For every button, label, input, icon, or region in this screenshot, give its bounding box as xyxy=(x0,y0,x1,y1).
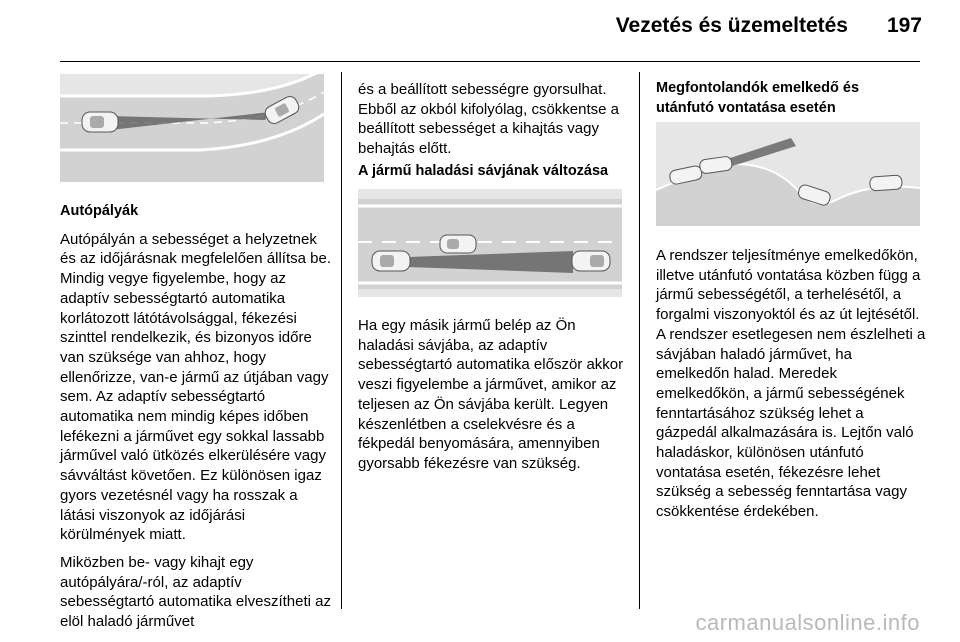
right-column-body xyxy=(656,246,928,530)
section-heading-hills-trailer: Megfontolandók emelkedő és utánfutó vontatása esetén xyxy=(656,80,860,116)
header-divider xyxy=(60,61,920,62)
watermark: carmanualsonline.info xyxy=(695,610,920,635)
column-divider-right xyxy=(639,72,640,609)
column-divider-left xyxy=(341,72,342,609)
hill-driving-illustration xyxy=(656,122,920,226)
middle-column-top-text xyxy=(358,80,630,167)
section-heading-lane-change: A jármű haladási sávjának változása xyxy=(358,163,609,179)
paragraph-highway-speed: Autópályán a sebességet a helyzetnek és az időjárásnak megfelelően állítsa be. Mindig vegye figyelembe, hogy az adaptív sebességtartó automatika korlátozott látótávolsággal, fékezési szinttel rendelkezik, és bizonyos időre van szüksége van ahhoz, hogy ellenőrizze, van-e jármű az útjában vagy sem. Az adaptív sebességtartó automatika nem mindig képes időben lefékezni a járművet egy sokkal lassabb járművel való ütközés elkerülésére vagy sávváltást követően. Ez különösen igaz gyors vezetésnél vagy ha rosszak a látási viszonyok az időjárási körülmények miatt. xyxy=(60,230,331,544)
section-heading-highways: Autópályák xyxy=(60,203,139,219)
page-header-title: Vezetés és üzemeltetés xyxy=(615,14,848,37)
page-number: 197 xyxy=(886,14,922,37)
middle-column-body xyxy=(358,316,630,482)
paragraph-lane-change: Ha egy másik jármű belép az Ön haladási sávjába, az adaptív sebességtartó automatika először akkor veszi figyelembe a járművet, amikor az teljesen az Ön sávjába került. Legyen készenlétben a cselekvésre és a fékpedál benyomására, amennyiben gyorsabb fékezésre van szükség. xyxy=(358,317,624,472)
left-column-text xyxy=(60,202,332,640)
paragraph-hills-trailer: A rendszer teljesítménye emelkedőkön, illetve utánfutó vontatása közben függ a jármű sebességétől, a terhelésétől, a forgalmi viszonyoktól és az út lejtésétől. A rendszer esetlegesen nem észlelheti a sávjában haladó járművet, ha emelkedőn halad. Meredek emelkedőkön, a jármű sebességének fenntartásához szükség lehet a gázpedál alkalmazására is. Lejtőn való haladáskor, különösen utánfutó vontatása esetén, fékezésre lehet szükség a sebesség fenntartása vagy csökkentése érdekében. xyxy=(656,247,926,521)
right-column-heading-block xyxy=(656,79,876,126)
highway-curve-illustration xyxy=(60,74,324,182)
middle-column-heading-block xyxy=(358,162,630,190)
lane-change-illustration xyxy=(358,189,622,297)
paragraph-highway-exit: Miközben be- vagy kihajt egy autópályára/-ról, az adaptív sebességtartó automatika elveszítheti az elöl haladó járművet xyxy=(60,553,331,631)
paragraph-continuation: és a beállított sebességre gyorsulhat. Ebből az okból kifolyólag, csökkentse a beállított sebességet a kihajtás vagy behajtás előtt. xyxy=(358,81,619,158)
